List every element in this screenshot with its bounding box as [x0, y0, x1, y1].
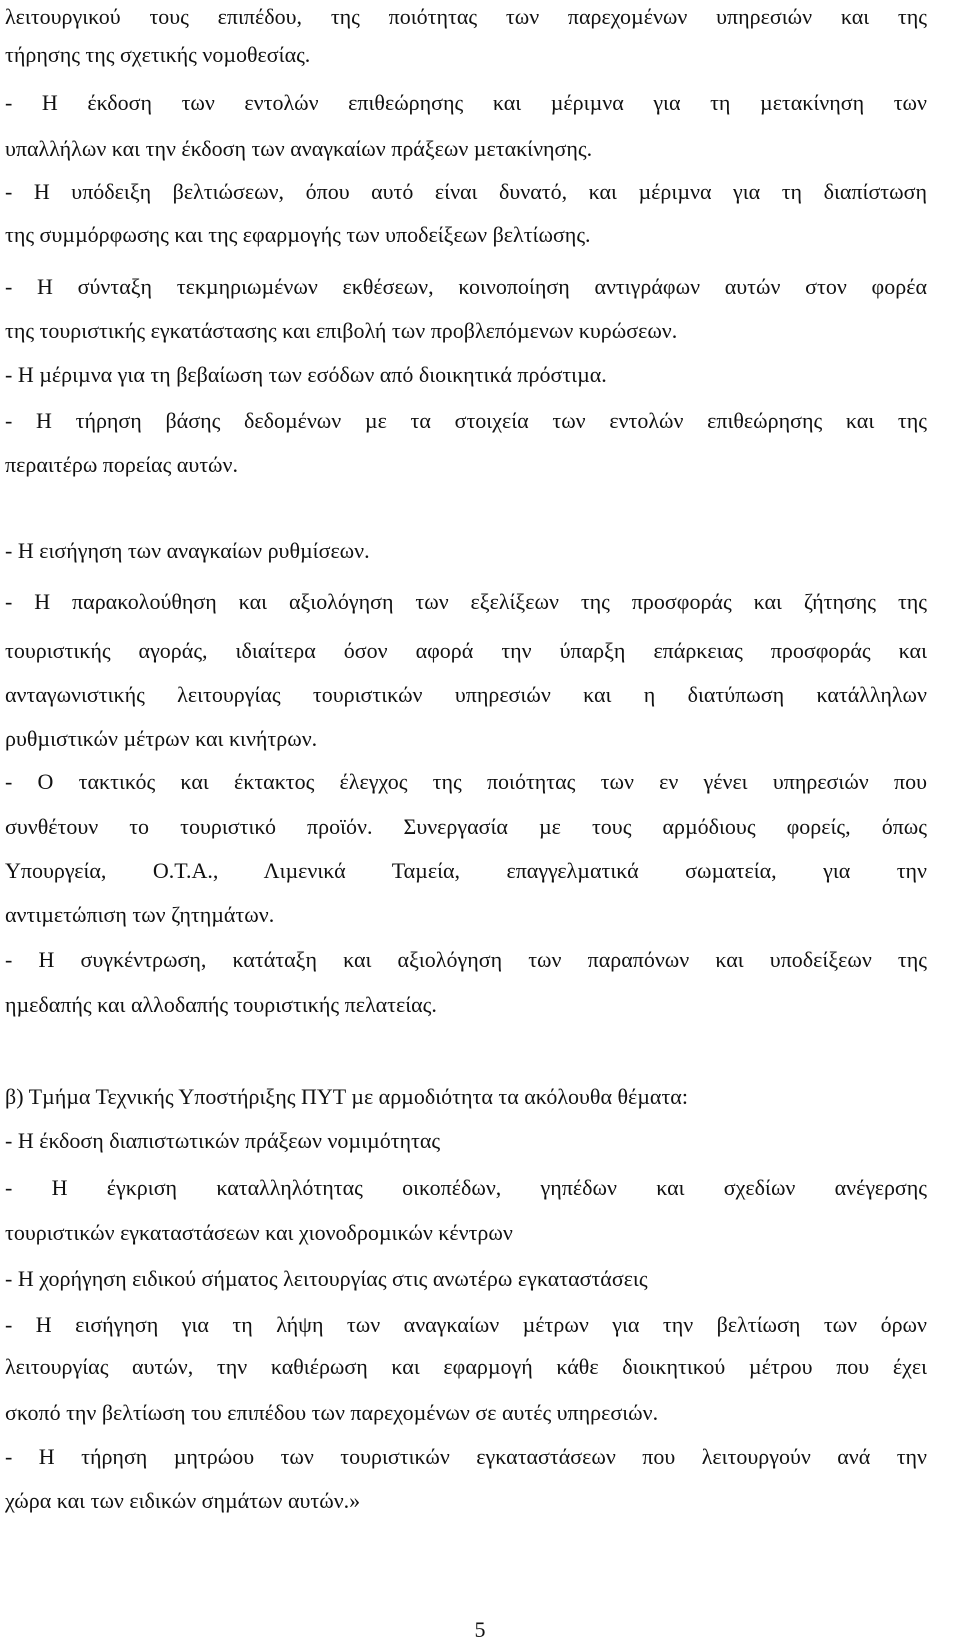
- text-line: - Η εισήγηση των αναγκαίων ρυθµίσεων.: [5, 538, 370, 563]
- text-line: - Η παρακολούθηση και αξιολόγηση των εξελίξεων της προσφοράς και ζήτησης της: [5, 589, 927, 614]
- text-line: υπαλλήλων και την έκδοση των αναγκαίων πράξεων µετακίνησης.: [5, 136, 593, 161]
- text-line: - Η συγκέντρωση, κατάταξη και αξιολόγηση των παραπόνων και υποδείξεων της: [5, 947, 927, 972]
- text-line: - Η έγκριση καταλληλότητας οικοπέδων, γηπέδων και σχεδίων ανέγερσης: [5, 1175, 927, 1200]
- page-number: 5: [474, 1617, 486, 1642]
- text-line: - Ο τακτικός και έκτακτος έλεγχος της ποιότητας των εν γένει υπηρεσιών που: [5, 769, 927, 794]
- text-line: τουριστικών εγκαταστάσεων και χιονοδροµικών κέντρων: [5, 1220, 513, 1245]
- text-line: - Η εισήγηση για τη λήψη των αναγκαίων µέτρων για την βελτίωση των όρων: [5, 1312, 927, 1337]
- text-line: - Η υπόδειξη βελτιώσεων, όπου αυτό είναι δυνατό, και µέριµνα για τη διαπίστωση: [5, 179, 927, 204]
- text-line: σκοπό την βελτίωση του επιπέδου των παρεχοµένων σε αυτές υπηρεσιών.: [5, 1400, 659, 1425]
- text-line: χώρα και των ειδικών σηµάτων αυτών.»: [5, 1488, 361, 1513]
- text-line: - Η τήρηση µητρώου των τουριστικών εγκαταστάσεων που λειτουργούν ανά την: [5, 1444, 927, 1469]
- text-line: αντιµετώπιση των ζητηµάτων.: [5, 902, 275, 927]
- text-line: Υπουργεία, Ο.Τ.Α., Λιµενικά Ταµεία, επαγγελµατικά σωµατεία, για την: [5, 858, 927, 883]
- text-line: λειτουργικού τους επιπέδου, της ποιότητας των παρεχοµένων υπηρεσιών και της: [5, 4, 927, 29]
- text-line: περαιτέρω πορείας αυτών.: [5, 452, 238, 477]
- text-line: - Η χορήγηση ειδικού σήµατος λειτουργίας στις ανωτέρω εγκαταστάσεις: [5, 1266, 648, 1291]
- text-line: - Η µέριµνα για τη βεβαίωση των εσόδων από διοικητικά πρόστιµα.: [5, 362, 607, 387]
- text-line: - Η σύνταξη τεκµηριωµένων εκθέσεων, κοινοποίηση αντιγράφων αυτών στον φορέα: [5, 274, 927, 299]
- text-line: τήρησης της σχετικής νοµοθεσίας.: [5, 42, 311, 67]
- text-line: ανταγωνιστικής λειτουργίας τουριστικών υπηρεσιών και η διατύπωση κατάλληλων: [5, 682, 927, 707]
- section-heading: β) Τµήµα Τεχνικής Υποστήριξης ΠΥΤ µε αρµοδιότητα τα ακόλουθα θέµατα:: [5, 1084, 688, 1109]
- text-line: της τουριστικής εγκατάστασης και επιβολή των προβλεπόµενων κυρώσεων.: [5, 318, 678, 343]
- text-line: - Η έκδοση διαπιστωτικών πράξεων νοµιµότητας: [5, 1128, 441, 1153]
- text-line: συνθέτουν το τουριστικό προϊόν. Συνεργασία µε τους αρµόδιους φορείς, όπως: [5, 814, 927, 839]
- text-line: τουριστικής αγοράς, ιδιαίτερα όσον αφορά την ύπαρξη επάρκειας προσφοράς και: [5, 638, 927, 663]
- text-line: της συµµόρφωσης και της εφαρµογής των υποδείξεων βελτίωσης.: [5, 222, 591, 247]
- text-line: - Η έκδοση των εντολών επιθεώρησης και µέριµνα για τη µετακίνηση των: [5, 90, 927, 115]
- text-line: ρυθµιστικών µέτρων και κινήτρων.: [5, 726, 318, 751]
- text-line: ηµεδαπής και αλλοδαπής τουριστικής πελατείας.: [5, 992, 437, 1017]
- text-line: λειτουργίας αυτών, την καθιέρωση και εφαρµογή κάθε διοικητικού µέτρου που έχει: [5, 1354, 927, 1379]
- text-line: - Η τήρηση βάσης δεδοµένων µε τα στοιχεία των εντολών επιθεώρησης και της: [5, 408, 927, 433]
